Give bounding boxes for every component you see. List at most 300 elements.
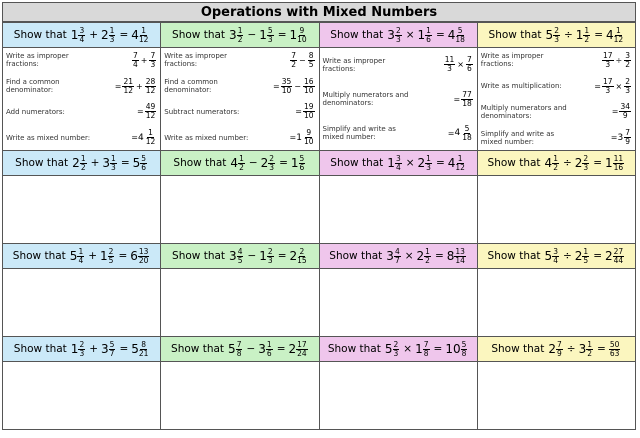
denominator: 2 — [291, 59, 297, 69]
numerator: 1 — [426, 25, 431, 35]
whole-part: 2 — [289, 249, 298, 263]
mixed-number — [417, 248, 432, 265]
numerator: 4 — [394, 246, 400, 256]
show-that-label: Show that — [173, 157, 227, 169]
numerator: 9 — [306, 128, 312, 138]
question-header — [320, 337, 478, 362]
numerator: 34 — [620, 102, 630, 112]
denominator: 9 — [625, 137, 630, 147]
denominator: 3 — [393, 348, 399, 358]
worked-solution — [478, 48, 636, 151]
equals-sign: = — [434, 250, 444, 262]
numerator: 3 — [553, 246, 558, 256]
mixed-number — [575, 248, 590, 265]
numerator: 11 — [444, 55, 455, 65]
question-row — [3, 337, 636, 362]
whole-part: 5 — [131, 342, 139, 356]
step-label: Write as multiplication: — [480, 82, 562, 91]
mixed-number — [229, 248, 244, 265]
whole-part: 1 — [605, 156, 613, 170]
whole-part: 3 — [387, 28, 395, 42]
numerator: 1 — [425, 246, 430, 256]
show-that-label: Show that — [330, 29, 384, 41]
mixed-number — [71, 27, 86, 44]
numerator: 1 — [457, 153, 463, 163]
numerator: 3 — [395, 153, 401, 163]
denominator: 2 — [425, 255, 430, 265]
fraction — [303, 129, 315, 146]
fraction — [394, 248, 401, 265]
denominator: 63 — [609, 348, 620, 358]
fraction — [149, 52, 156, 69]
fraction — [583, 27, 590, 44]
numerator: 1 — [426, 153, 431, 163]
numerator: 1 — [109, 25, 115, 35]
question-header — [478, 244, 636, 269]
mixed-number — [102, 155, 117, 172]
work-row — [3, 269, 636, 337]
denominator: 12 — [145, 137, 156, 147]
numerator: 1 — [584, 25, 590, 35]
denominator: 12 — [455, 162, 465, 172]
equals-sign: = — [131, 133, 138, 143]
fraction — [602, 78, 614, 95]
fraction — [466, 56, 473, 73]
mixed-number — [415, 341, 430, 358]
denominator: 5 — [237, 255, 243, 265]
fraction — [582, 248, 589, 265]
solution-step — [164, 129, 315, 146]
question-header — [320, 151, 478, 176]
numerator: 7 — [291, 50, 297, 60]
numerator: 1 — [583, 246, 589, 256]
equals-sign: = — [119, 343, 129, 355]
operator: + — [140, 55, 148, 65]
equals-sign: = — [611, 107, 619, 117]
denominator: 8 — [423, 348, 429, 358]
show-that-label: Show that — [327, 343, 381, 355]
fraction — [145, 103, 157, 120]
denominator: 24 — [297, 348, 307, 358]
denominator: 5 — [308, 59, 314, 69]
numerator: 5 — [141, 153, 147, 163]
whole-part: 1 — [415, 342, 423, 356]
whole-part: 4 — [606, 28, 614, 42]
step-expression — [131, 52, 157, 69]
denominator: 4 — [132, 59, 138, 69]
fraction — [238, 155, 245, 172]
numerator: 5 — [464, 123, 470, 133]
numerator: 1 — [266, 339, 272, 349]
denominator: 4 — [79, 34, 85, 44]
fraction — [423, 341, 430, 358]
step-expression — [295, 103, 315, 120]
question-row — [3, 23, 636, 48]
denominator: 6 — [266, 348, 272, 358]
numerator: 1 — [237, 25, 243, 35]
denominator: 3 — [605, 59, 611, 69]
fraction — [303, 78, 315, 95]
question-header — [320, 23, 478, 48]
step-label: Simplify and write as mixed number: — [322, 125, 396, 142]
answer-space — [320, 362, 478, 430]
equals-sign: = — [594, 81, 601, 91]
operator: − — [247, 29, 257, 41]
fraction — [602, 52, 614, 69]
fraction — [619, 103, 631, 120]
mixed-number — [133, 155, 148, 172]
step-label: Subtract numerators: — [164, 107, 240, 116]
whole-part: 5 — [69, 249, 78, 263]
mixed-number — [101, 341, 116, 358]
question-header — [3, 337, 161, 362]
fraction — [78, 27, 85, 44]
show-that-label: Show that — [487, 157, 541, 169]
question-header — [478, 337, 636, 362]
step-label: Multiply numerators and denominators: — [322, 91, 409, 107]
fraction — [145, 78, 157, 95]
equals-sign: = — [120, 157, 130, 169]
operator: × — [405, 29, 415, 41]
step-label: Find a common denominator: — [164, 78, 218, 95]
whole-part: 2 — [417, 156, 426, 170]
numerator: 3 — [79, 25, 85, 35]
mixed-number — [575, 155, 590, 172]
mixed-number — [385, 341, 400, 358]
fraction — [424, 248, 431, 265]
fraction — [110, 155, 117, 172]
question-row — [3, 244, 636, 269]
solution-step — [6, 52, 157, 69]
numerator: 3 — [625, 50, 630, 60]
mixed-number — [418, 155, 433, 172]
solution-step — [6, 129, 157, 146]
mixed-number — [131, 341, 149, 358]
whole-part: 3 — [386, 249, 394, 263]
whole-part: 2 — [548, 342, 556, 356]
numerator: 49 — [145, 102, 156, 112]
denominator: 3 — [426, 162, 431, 172]
equals-sign: = — [273, 81, 280, 91]
denominator: 4 — [553, 255, 558, 265]
fraction — [444, 56, 456, 73]
fraction — [454, 248, 466, 265]
mixed-number — [229, 27, 244, 44]
numerator: 7 — [236, 339, 242, 349]
fraction — [237, 248, 244, 265]
equals-sign: = — [119, 29, 129, 41]
mixed-number — [259, 248, 274, 265]
numerator: 1 — [587, 339, 593, 349]
denominator: 6 — [141, 162, 147, 172]
whole-part: 2 — [101, 28, 109, 42]
numerator: 1 — [78, 246, 84, 256]
whole-part: 5 — [132, 156, 141, 170]
whole-part: 3 — [258, 342, 266, 356]
solution-step — [6, 103, 157, 120]
numerator: 11 — [613, 153, 624, 163]
whole-part: 3 — [229, 249, 237, 263]
mixed-number — [228, 341, 243, 358]
denominator: 21 — [138, 348, 149, 358]
step-label: Write as improper fractions: — [164, 52, 227, 69]
step-expression — [115, 78, 158, 95]
answer-space — [161, 269, 319, 337]
whole-part: 4 — [544, 156, 553, 170]
numerator: 13 — [138, 246, 149, 256]
mixed-number — [447, 248, 467, 265]
answer-space — [478, 269, 636, 337]
mixed-number — [545, 155, 560, 172]
denominator: 7 — [394, 255, 400, 265]
equals-sign: = — [435, 157, 445, 169]
mixed-number — [290, 248, 308, 265]
denominator: 3 — [395, 34, 401, 44]
denominator: 2 — [587, 348, 593, 358]
denominator: 6 — [466, 64, 472, 74]
equals-sign: = — [279, 157, 288, 169]
question-header — [161, 151, 319, 176]
whole-part: 3 — [229, 28, 237, 42]
fraction — [139, 341, 149, 358]
denominator: 4 — [78, 255, 84, 265]
whole-part: 1 — [100, 249, 108, 263]
operator: − — [299, 55, 306, 65]
denominator: 3 — [625, 85, 630, 95]
fraction — [281, 78, 293, 95]
show-that-label: Show that — [329, 250, 383, 262]
mixed-number — [605, 248, 625, 265]
numerator: 17 — [602, 76, 613, 86]
denominator: 2 — [625, 59, 630, 69]
solution-step — [164, 103, 315, 120]
whole-part: 1 — [296, 132, 302, 143]
fraction — [145, 129, 157, 146]
numerator: 50 — [609, 339, 620, 349]
work-row — [3, 48, 636, 151]
operator: × — [405, 157, 415, 169]
whole-part: 1 — [417, 28, 426, 42]
whole-part: 1 — [70, 28, 79, 42]
equals-sign: = — [114, 81, 122, 91]
mixed-number — [230, 155, 245, 172]
denominator: 3 — [267, 34, 273, 44]
denominator: 9 — [557, 348, 562, 358]
denominator: 3 — [111, 162, 116, 172]
fraction — [586, 341, 593, 358]
fraction — [395, 27, 402, 44]
denominator: 18 — [462, 98, 472, 108]
answer-space — [320, 176, 478, 244]
step-expression — [612, 103, 632, 120]
fraction — [303, 103, 315, 120]
equals-sign: = — [433, 343, 443, 355]
numerator: 5 — [299, 153, 305, 163]
numerator: 7 — [150, 50, 156, 60]
mixed-number — [130, 248, 150, 265]
equals-sign: = — [593, 250, 603, 262]
solution-step — [323, 56, 474, 73]
denominator: 10 — [303, 137, 314, 147]
equals-sign: = — [289, 133, 297, 143]
mixed-number — [290, 27, 308, 44]
fraction — [461, 125, 473, 142]
numerator: 8 — [141, 339, 147, 349]
denominator: 14 — [455, 255, 465, 265]
operator: + — [89, 29, 99, 41]
numerator: 27 — [613, 246, 624, 256]
equals-sign: = — [276, 343, 286, 355]
fraction — [613, 155, 625, 172]
numerator: 1 — [111, 153, 116, 163]
denominator: 4 — [395, 162, 401, 172]
fraction — [266, 341, 273, 358]
denominator: 10 — [303, 85, 314, 95]
denominator: 2 — [80, 162, 86, 172]
fraction — [140, 155, 147, 172]
fraction — [297, 248, 307, 265]
show-that-label: Show that — [487, 250, 541, 262]
mixed-number — [289, 341, 309, 358]
step-expression — [290, 129, 316, 146]
numerator: 2 — [269, 153, 275, 163]
whole-part: 2 — [574, 249, 583, 263]
fraction — [297, 27, 307, 44]
fraction — [77, 248, 84, 265]
work-row — [3, 176, 636, 244]
denominator: 18 — [455, 34, 465, 44]
fraction — [455, 27, 465, 44]
operator: × — [457, 60, 464, 70]
whole-part: 1 — [575, 28, 584, 42]
denominator: 12 — [145, 85, 156, 95]
step-expression — [594, 78, 632, 95]
denominator: 12 — [613, 34, 624, 44]
denominator: 12 — [123, 85, 133, 95]
whole-part: 5 — [228, 342, 236, 356]
answer-space — [478, 176, 636, 244]
numerator: 7 — [132, 50, 138, 60]
solution-step — [481, 103, 632, 120]
question-header — [161, 244, 319, 269]
fraction — [109, 27, 116, 44]
numerator: 21 — [123, 76, 133, 86]
operator: + — [90, 157, 100, 169]
numerator: 77 — [462, 89, 472, 99]
mixed-number — [576, 27, 591, 44]
denominator: 12 — [145, 111, 156, 121]
numerator: 7 — [557, 339, 562, 349]
equals-sign: = — [597, 343, 606, 355]
worked-solution — [3, 48, 161, 151]
denominator: 3 — [605, 85, 611, 95]
operator: ÷ — [566, 343, 576, 355]
step-label: Simplify and write as mixed number: — [480, 129, 555, 146]
denominator: 5 — [108, 255, 114, 265]
step-expression — [601, 52, 632, 69]
denominator: 18 — [462, 132, 472, 142]
whole-part: 2 — [260, 156, 269, 170]
step-label: Add numerators: — [6, 107, 65, 116]
denominator: 16 — [613, 162, 624, 172]
question-header — [320, 244, 478, 269]
whole-part: 2 — [416, 249, 425, 263]
denominator: 3 — [447, 64, 452, 74]
whole-part: 4 — [454, 128, 461, 139]
fraction — [237, 27, 244, 44]
mixed-number — [261, 155, 276, 172]
equals-sign: = — [277, 29, 287, 41]
numerator: 5 — [461, 339, 467, 349]
fraction — [108, 248, 115, 265]
numerator: 2 — [625, 76, 630, 86]
whole-part: 1 — [387, 156, 395, 170]
numerator: 1 — [553, 153, 558, 163]
whole-part: 8 — [446, 249, 455, 263]
answer-space — [3, 269, 161, 337]
show-that-label: Show that — [172, 29, 226, 41]
numerator: 19 — [303, 102, 314, 112]
whole-part: 2 — [605, 249, 613, 263]
equals-sign: = — [593, 157, 603, 169]
whole-part: 3 — [102, 156, 111, 170]
fraction — [267, 248, 274, 265]
fraction — [122, 78, 134, 95]
step-expression — [443, 56, 474, 73]
operator: − — [246, 343, 256, 355]
show-that-label: Show that — [488, 29, 542, 41]
fraction — [613, 248, 625, 265]
step-expression — [454, 91, 474, 108]
fraction — [556, 341, 563, 358]
whole-part: 4 — [131, 28, 139, 42]
equals-sign: = — [435, 29, 445, 41]
denominator: 44 — [613, 255, 624, 265]
answer-space — [3, 362, 161, 430]
answer-space — [3, 176, 161, 244]
numerator: 7 — [423, 339, 429, 349]
numerator: 1 — [239, 153, 244, 163]
show-that-label: Show that — [330, 157, 384, 169]
show-that-label: Show that — [491, 343, 545, 355]
mixed-number — [609, 341, 622, 358]
mixed-number — [418, 27, 433, 44]
question-header — [161, 337, 319, 362]
show-that-label: Show that — [13, 29, 67, 41]
denominator: 3 — [79, 348, 85, 358]
solution-step — [481, 52, 632, 69]
whole-part: 5 — [545, 28, 554, 42]
denominator: 3 — [269, 162, 275, 172]
step-label: Write as improper fractions: — [480, 52, 544, 69]
numerator: 13 — [455, 246, 465, 256]
worked-solution — [320, 48, 478, 151]
whole-part: 3 — [101, 342, 109, 356]
mixed-number — [545, 248, 560, 265]
denominator: 10 — [303, 111, 314, 121]
fraction — [455, 155, 465, 172]
fraction — [236, 341, 243, 358]
mixed-number — [131, 27, 149, 44]
operator: × — [615, 81, 623, 91]
mixed-number — [448, 27, 466, 44]
fraction — [78, 341, 85, 358]
answer-space — [478, 362, 636, 430]
show-that-label: Show that — [12, 250, 66, 262]
question-header — [161, 23, 319, 48]
show-that-label: Show that — [172, 250, 226, 262]
numerator: 7 — [625, 128, 630, 138]
